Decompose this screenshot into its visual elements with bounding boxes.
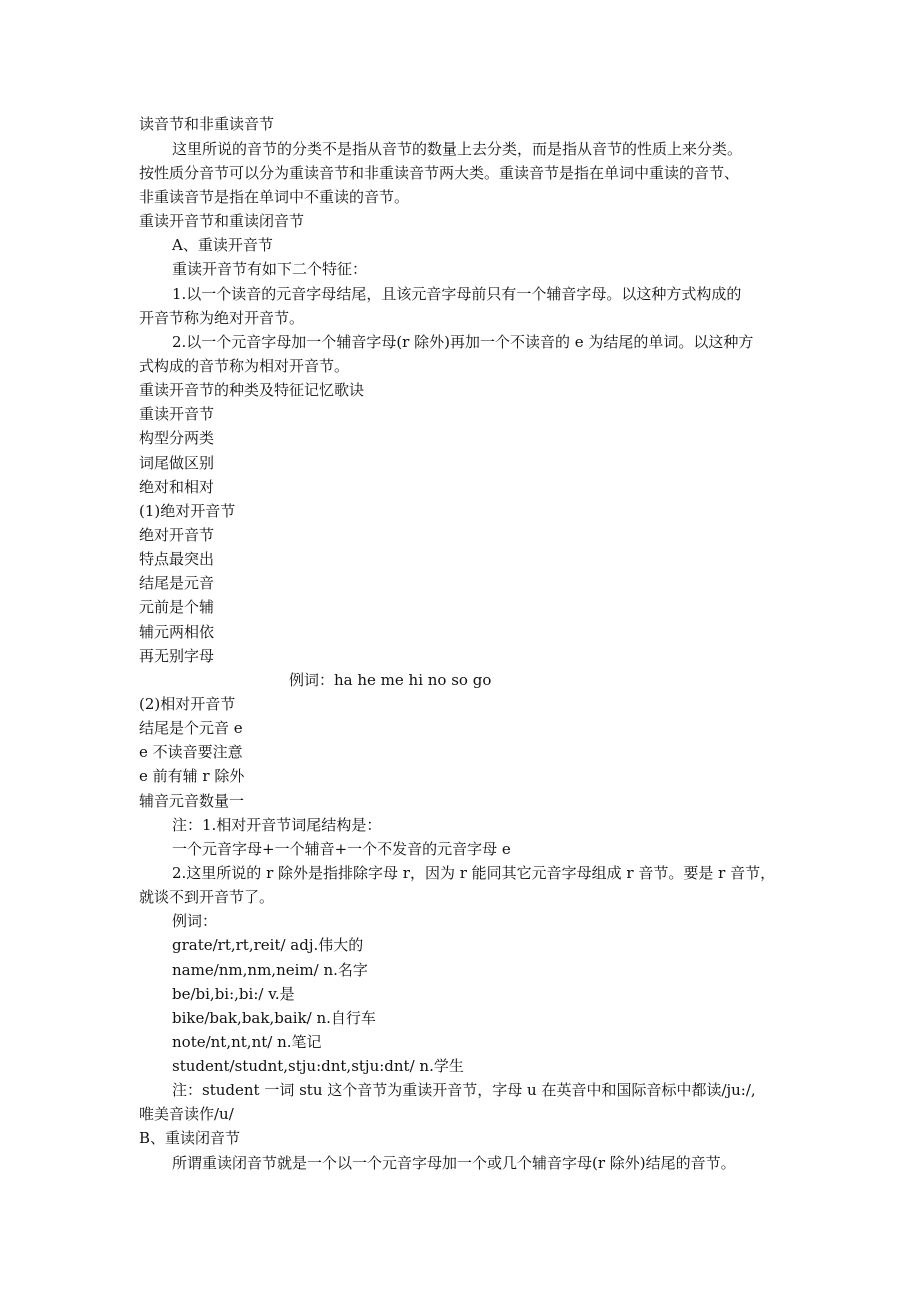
doc-title: 读音节和非重读音节 [139,115,275,133]
verse-line: 元前是个辅 [139,598,215,616]
note-1-line-4: 就谈不到开音节了。 [139,888,275,906]
verse-line: e 前有辅 r 除外 [139,767,245,785]
note-2-line-2: 唯美音读作/u/ [139,1105,234,1123]
intro-line-1: 这里所说的音节的分类不是指从音节的数量上去分类，而是指从音节的性质上来分类。 [172,140,743,158]
absolute-open-heading: (1)绝对开音节 [139,502,236,520]
example-word: name/nm,nm,neim/ n.名字 [172,961,368,979]
note-1-line-3: 2.这里所说的 r 除外是指排除字母 r，因为 r 能同其它元音字母组成 r 音节。要是 r 音节， [172,864,776,882]
verse-line: 绝对开音节 [139,526,215,544]
sub-b-line-1: 所谓重读闭音节就是一个以一个元音字母加一个或几个辅音字母(r 除外)结尾的音节。 [172,1154,736,1172]
feature-1-line-2: 开音节称为绝对开音节。 [139,309,305,327]
sub-a-heading: A、重读开音节 [172,236,273,254]
example-word: note/nt,nt,nt/ n.笔记 [172,1033,322,1051]
absolute-examples: 例词：ha he me hi no so go [289,671,492,689]
example-word: student/studnt,stju:dnt,stju:dnt/ n.学生 [172,1057,464,1075]
intro-line-2: 按性质分音节可以分为重读音节和非重读音节两大类。重读音节是指在单词中重读的音节、 [139,164,740,182]
verse-line: 词尾做区别 [139,454,215,472]
example-word: be/bi,bi:,bi:/ v.是 [172,985,295,1003]
mnemonic-heading: 重读开音节的种类及特征记忆歌诀 [139,381,365,399]
verse-line: 结尾是元音 [139,574,215,592]
verse-line: 特点最突出 [139,550,215,568]
section-heading: 重读开音节和重读闭音节 [139,212,305,230]
features-intro: 重读开音节有如下二个特征： [172,260,368,278]
feature-1-line-1: 1.以一个读音的元音字母结尾，且该元音字母前只有一个辅音字母。以这种方式构成的 [172,285,742,303]
examples-label: 例词： [172,912,218,930]
verse-line: 重读开音节 [139,405,215,423]
note-2-line-1: 注：student 一词 stu 这个音节为重读开音节，字母 u 在英音中和国际音标中都读/ju:/, [172,1081,756,1099]
relative-open-heading: (2)相对开音节 [139,695,236,713]
example-word: grate/rt,rt,reit/ adj.伟大的 [172,936,364,954]
verse-line: 结尾是个元音 e [139,719,243,737]
sub-b-heading: B、重读闭音节 [139,1129,241,1147]
verse-line: 绝对和相对 [139,478,215,496]
verse-line: 辅音元音数量一 [139,792,245,810]
example-word: bike/bak,bak,baik/ n.自行车 [172,1009,376,1027]
verse-line: 辅元两相依 [139,623,215,641]
note-1-line-2: 一个元音字母+一个辅音+一个不发音的元音字母 e [172,840,511,858]
note-1-line-1: 注：1.相对开音节词尾结构是： [172,816,382,834]
verse-line: 再无别字母 [139,647,215,665]
intro-line-3: 非重读音节是指在单词中不重读的音节。 [139,188,410,206]
verse-line: 构型分两类 [139,429,215,447]
feature-2-line-2: 式构成的音节称为相对开音节。 [139,357,350,375]
verse-line: e 不读音要注意 [139,743,243,761]
feature-2-line-1: 2.以一个元音字母加一个辅音字母(r 除外)再加一个不读音的 e 为结尾的单词。以这种方 [172,333,754,351]
